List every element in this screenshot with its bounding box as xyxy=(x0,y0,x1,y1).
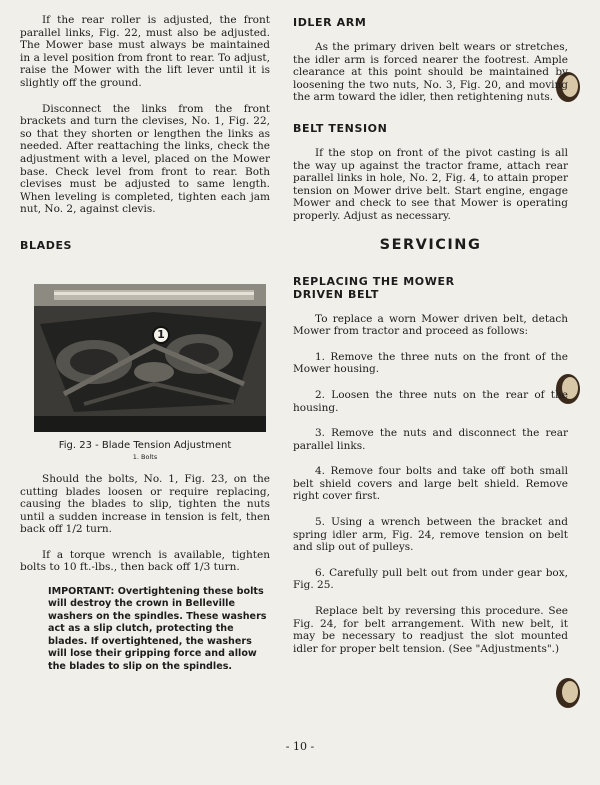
right-column xyxy=(293,14,568,655)
paragraph-replace-belt: Replace belt by reversing this procedure. See Fig. 24, for belt arrangement. With new belt, it may be necessary to readjust the slot mounted idler for proper belt tension. (See "Adjustments".) xyxy=(293,605,568,655)
left-column xyxy=(20,14,270,673)
paragraph-belt-tension: If the stop on front of the pivot casting is all the way up against the tractor frame, attach rear parallel links in hole, No. 2, Fig. 4, to attain proper tension on Mower drive belt. Start engine, engage Mower and check to see that Mower is operating properly. Adjust as necessary. xyxy=(293,146,568,222)
heading-idler-arm: IDLER ARM xyxy=(293,16,367,29)
mower-blade-photo xyxy=(34,284,266,432)
callout-1-label: 1 xyxy=(157,327,165,341)
step-4: 4. Remove four bolts and take off both small belt shield covers and large belt shield. Remove right cover first. xyxy=(293,465,568,503)
figure-legend: 1. Bolts xyxy=(132,452,158,461)
callout-1-badge xyxy=(152,326,170,344)
paragraph-blade-bolts: Should the bolts, No. 1, Fig. 23, on the cutting blades loosen or require replacing, causing the blades to slip, tighten the nuts until a sudden increase in tension is felt, then back off 1/2 turn. xyxy=(20,472,270,536)
step-1: 1. Remove the three nuts on the front of the Mower housing. xyxy=(293,350,568,376)
figure-caption: Fig. 23 - Blade Tension Adjustment xyxy=(58,439,232,451)
heading-replacing-line-2: DRIVEN BELT xyxy=(293,287,379,301)
heading-belt-tension: BELT TENSION xyxy=(293,121,388,135)
page-number: - 10 - xyxy=(285,740,315,753)
step-2: 2. Loosen the three nuts on the rear of the housing. xyxy=(293,388,568,414)
binder-hole-bottom xyxy=(553,676,583,710)
heading-blades: BLADES xyxy=(20,238,73,252)
paragraph-replace-intro: To replace a worn Mower driven belt, detach Mower from tractor and proceed as follows: xyxy=(293,312,568,338)
heading-replacing-line-1: REPLACING THE MOWER xyxy=(293,274,455,288)
figure-blade-tension xyxy=(34,284,266,432)
paragraph-rear-roller: If the rear roller is adjusted, the front parallel links, Fig. 22, must also be adjusted. The Mower base must always be maintained in a level position from front to rear. To adjust, raise the Mower with the lift lever until it is slightly off the ground. xyxy=(20,14,270,89)
important-note: IMPORTANT: Overtightening these bolts will destroy the crown in Belleville washers on the spindles. These washers act as a slip clutch, protecting the blades. If overtightened, the washers will lose their gripping force and allow the blades to slip on the spindles. xyxy=(48,586,267,672)
paragraph-idler-arm: As the primary driven belt wears or stretches, the idler arm is forced nearer the footrest. Ample clearance at this point should be maintained by loosening the two nuts, No. 3, Fig. 20, and moving the arm toward the idler, then retightening nuts. xyxy=(293,41,568,104)
step-5: 5. Using a wrench between the bracket and spring idler arm, Fig. 24, remove tension on belt and slip out of pulleys. xyxy=(293,516,568,554)
paragraph-disconnect-links: Disconnect the links from the front brackets and turn the clevises, No. 1, Fig. 22, so that they shorten or lengthen the links as needed. After reattaching the links, check the adjustment with a level, placed on the Mower base. Check level from front to rear. Both clevises must be adjusted to same length. When leveling is completed, tighten each jam nut, No. 2, against clevis. xyxy=(20,102,270,216)
step-6: 6. Carefully pull belt out from under gear box, Fig. 25. xyxy=(293,566,568,592)
heading-replacing-belt xyxy=(293,275,568,301)
step-3: 3. Remove the nuts and disconnect the rear parallel links. xyxy=(293,427,568,452)
paragraph-torque: If a torque wrench is available, tighten bolts to 10 ft.-lbs., then back off 1/3 turn. xyxy=(20,548,270,574)
heading-servicing: SERVICING xyxy=(379,236,482,253)
